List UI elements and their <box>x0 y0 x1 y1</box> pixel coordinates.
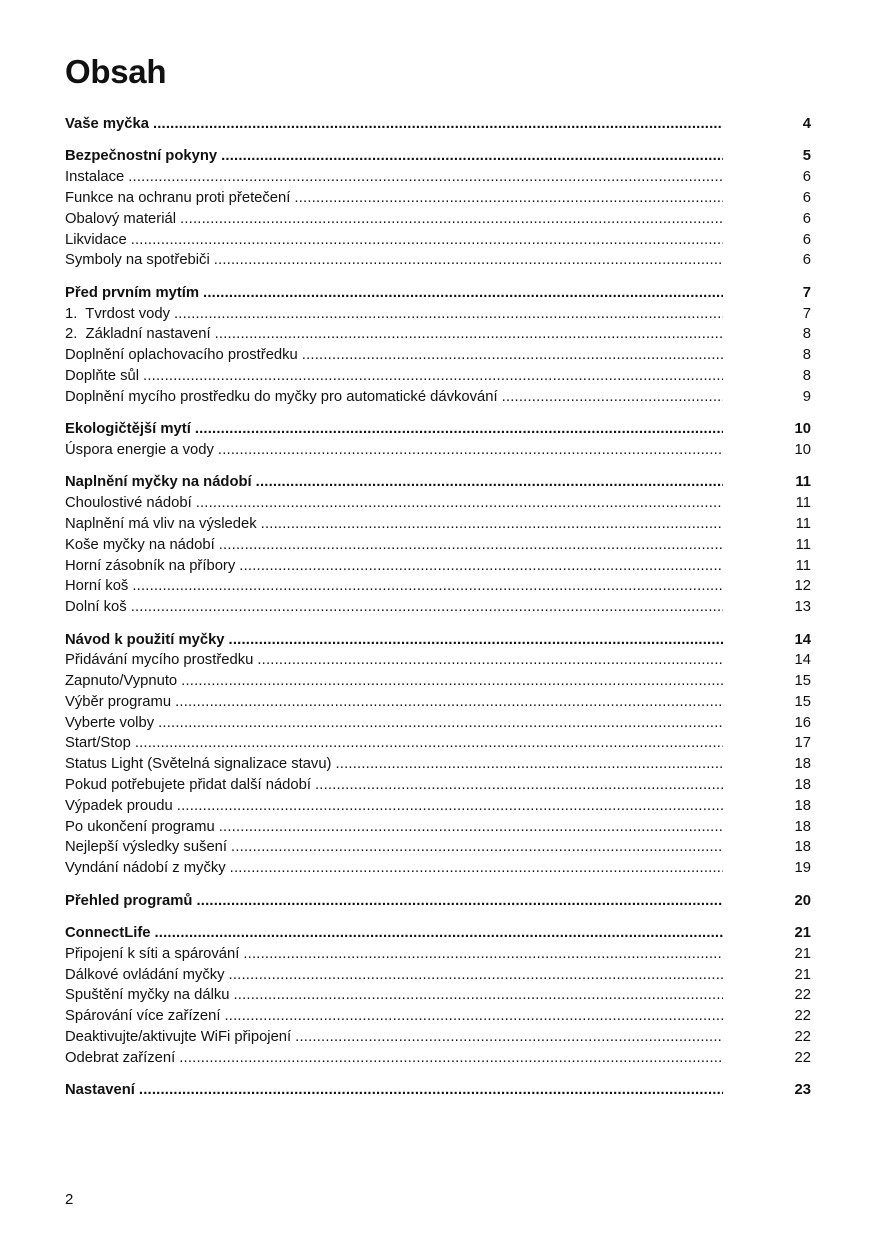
toc-entry-label: Symboly na spotřebiči <box>65 252 210 269</box>
dot-leader <box>234 985 724 1006</box>
toc-section-heading[interactable] <box>65 283 811 304</box>
toc-entry-label: Dolní koš <box>65 599 127 616</box>
toc-section <box>65 472 811 618</box>
toc-entry[interactable] <box>65 167 811 188</box>
dot-leader <box>218 440 723 461</box>
dot-leader <box>135 733 723 754</box>
toc-page-number: 22 <box>794 1049 811 1066</box>
toc-entry-label: Nastavení <box>65 1082 135 1099</box>
toc-entry-label: Obalový materiál <box>65 210 177 227</box>
toc-section <box>65 630 811 880</box>
toc-entry-label: Návod k použití myčky <box>65 631 225 648</box>
toc-entry[interactable] <box>65 250 811 271</box>
dot-leader <box>229 630 723 651</box>
toc-entry[interactable] <box>65 965 811 986</box>
toc-section-heading[interactable] <box>65 891 811 912</box>
toc-entry-label: Deaktivujte/aktivujte WiFi připojení <box>65 1029 292 1046</box>
toc-entry-label: Funkce na ochranu proti přetečení <box>65 189 291 206</box>
toc-entry[interactable] <box>65 944 811 965</box>
toc-entry[interactable] <box>65 713 811 734</box>
toc-entry[interactable] <box>65 1006 811 1027</box>
dot-leader <box>153 114 723 135</box>
toc-entry-label: Nejlepší výsledky sušení <box>65 839 228 856</box>
toc-section-heading[interactable] <box>65 923 811 944</box>
dot-leader <box>219 535 723 556</box>
toc-page-number: 18 <box>794 818 811 835</box>
toc-section <box>65 923 811 1069</box>
toc-page-number: 22 <box>794 1008 811 1025</box>
toc-entry-label: Bezpečnostní pokyny <box>65 148 218 165</box>
dot-leader <box>203 283 723 304</box>
toc-page-number: 7 <box>802 284 811 301</box>
toc-entry-label: ConnectLife <box>65 925 151 942</box>
toc-entry-label: 2. Základní nastavení <box>65 326 211 343</box>
toc-page-number: 15 <box>794 673 811 690</box>
toc-entry[interactable] <box>65 985 811 1006</box>
toc-page-number: 14 <box>794 652 811 669</box>
toc-entry-label: Vyndání nádobí z myčky <box>65 860 226 877</box>
toc-page-number: 21 <box>794 925 811 942</box>
dot-leader <box>175 692 723 713</box>
dot-leader <box>294 188 723 209</box>
dot-leader <box>295 1027 723 1048</box>
dot-leader <box>143 366 723 387</box>
toc-page-number: 22 <box>794 1029 811 1046</box>
dot-leader <box>131 230 723 251</box>
dot-leader <box>230 858 723 879</box>
toc-page-number: 8 <box>802 367 811 384</box>
toc-entry[interactable] <box>65 858 811 879</box>
toc-entry-label: Choulostivé nádobí <box>65 495 192 512</box>
toc-entry-label: Start/Stop <box>65 735 131 752</box>
toc-page-number: 8 <box>802 326 811 343</box>
dot-leader <box>257 650 723 671</box>
dot-leader <box>221 146 723 167</box>
toc-entry[interactable] <box>65 576 811 597</box>
toc-entry[interactable] <box>65 754 811 775</box>
toc-page-number: 18 <box>794 777 811 794</box>
toc-section <box>65 1080 811 1101</box>
toc-entry-label: Naplnění má vliv na výsledek <box>65 515 257 532</box>
toc-page-number: 22 <box>794 987 811 1004</box>
toc-entry-label: Po ukončení programu <box>65 818 215 835</box>
toc-entry-label: Výběr programu <box>65 693 172 710</box>
toc-page-number: 6 <box>802 231 811 248</box>
toc-section <box>65 283 811 408</box>
dot-leader <box>158 713 723 734</box>
toc-entry[interactable] <box>65 1027 811 1048</box>
toc-entry-label: Likvidace <box>65 231 127 248</box>
toc-entry[interactable] <box>65 188 811 209</box>
dot-leader <box>174 304 723 325</box>
toc-entry[interactable] <box>65 775 811 796</box>
page-title: Obsah <box>65 53 167 90</box>
toc-entry[interactable] <box>65 387 811 408</box>
toc-page-number: 17 <box>794 735 811 752</box>
toc-entry-label: Připojení k síti a spárování <box>65 945 240 962</box>
dot-leader <box>231 837 723 858</box>
toc-page-number: 18 <box>794 797 811 814</box>
toc-entry[interactable] <box>65 671 811 692</box>
dot-leader <box>177 796 723 817</box>
dot-leader <box>261 514 723 535</box>
dot-leader <box>302 345 723 366</box>
toc-page-number: 13 <box>794 599 811 616</box>
toc-page-number: 4 <box>802 116 811 132</box>
toc-entry-label: Ekologičtější mytí <box>65 421 191 438</box>
toc-entry[interactable] <box>65 230 811 251</box>
dot-leader <box>336 754 724 775</box>
toc-section <box>65 146 811 271</box>
toc-entry-label: Doplnění mycího prostředku do myčky pro automatické dávkování <box>65 388 498 405</box>
toc-entry-label: Status Light (Světelná signalizace stavu) <box>65 756 332 773</box>
dot-leader <box>229 965 723 986</box>
toc-section-heading[interactable] <box>65 419 811 440</box>
dot-leader <box>215 324 723 345</box>
toc-entry-label: Pokud potřebujete přidat další nádobí <box>65 777 311 794</box>
toc-entry[interactable] <box>65 535 811 556</box>
toc-entry-label: Odebrat zařízení <box>65 1049 176 1066</box>
toc-page-number: 11 <box>795 495 811 512</box>
dot-leader <box>502 387 723 408</box>
toc-page-number: 18 <box>794 756 811 773</box>
dot-leader <box>131 597 723 618</box>
toc-page-number: 11 <box>795 536 811 553</box>
toc-entry[interactable] <box>65 733 811 754</box>
dot-leader <box>181 671 723 692</box>
toc-section <box>65 114 811 135</box>
toc-entry[interactable] <box>65 817 811 838</box>
toc-entry[interactable] <box>65 837 811 858</box>
toc-entry[interactable] <box>65 304 811 325</box>
toc-section <box>65 891 811 912</box>
toc-section <box>65 419 811 461</box>
toc-entry-label: Instalace <box>65 169 125 186</box>
toc-entry-label: Zapnuto/Vypnuto <box>65 673 178 690</box>
toc-page-number: 11 <box>795 474 811 491</box>
toc-entry-label: Úspora energie a vody <box>65 441 214 458</box>
toc-entry-label: Doplňte sůl <box>65 367 140 384</box>
toc-page-number: 8 <box>802 347 811 364</box>
toc-entry-label: Koše myčky na nádobí <box>65 536 215 553</box>
toc-section-heading[interactable] <box>65 630 811 651</box>
toc-entry[interactable] <box>65 796 811 817</box>
toc-page-number: 5 <box>802 148 811 165</box>
dot-leader <box>196 493 723 514</box>
toc-page-number: 12 <box>794 578 811 595</box>
dot-leader <box>155 923 724 944</box>
dot-leader <box>219 817 723 838</box>
toc-entry-label: Doplnění oplachovacího prostředku <box>65 347 298 364</box>
dot-leader <box>179 1048 723 1069</box>
toc-page-number: 21 <box>794 966 811 983</box>
toc-page-number: 10 <box>794 441 811 458</box>
toc-entry-label: Horní koš <box>65 578 129 595</box>
toc-entry-label: Naplnění myčky na nádobí <box>65 474 252 491</box>
toc-entry[interactable] <box>65 514 811 535</box>
toc-entry[interactable] <box>65 209 811 230</box>
toc-section-heading[interactable] <box>65 114 811 135</box>
toc-entry[interactable] <box>65 556 811 577</box>
dot-leader <box>239 556 723 577</box>
toc-page-number: 14 <box>794 631 811 648</box>
toc-page-number: 19 <box>794 860 811 877</box>
toc-entry[interactable] <box>65 440 811 461</box>
dot-leader <box>214 250 723 271</box>
toc-page-number: 7 <box>802 305 811 322</box>
toc-entry[interactable] <box>65 650 811 671</box>
toc-entry-label: Horní zásobník na příbory <box>65 557 236 574</box>
toc-section-heading[interactable] <box>65 1080 811 1101</box>
toc-page-number: 9 <box>802 388 811 405</box>
toc-entry[interactable] <box>65 345 811 366</box>
dot-leader <box>196 891 723 912</box>
toc-section-heading[interactable] <box>65 146 811 167</box>
toc-page-number: 11 <box>795 515 811 532</box>
toc-entry-label: Výpadek proudu <box>65 797 173 814</box>
dot-leader <box>139 1080 723 1101</box>
toc-page-number: 10 <box>794 421 811 438</box>
dot-leader <box>315 775 723 796</box>
dot-leader <box>132 576 723 597</box>
toc-page-number: 20 <box>794 892 811 909</box>
toc-entry-label: Před prvním mytím <box>65 284 200 301</box>
dot-leader <box>180 209 723 230</box>
toc-page-number: 6 <box>802 252 811 269</box>
toc-entry-label: Spárování více zařízení <box>65 1008 221 1025</box>
page-number: 2 <box>65 1191 74 1208</box>
toc-entry[interactable] <box>65 692 811 713</box>
toc-page-number: 6 <box>802 189 811 206</box>
toc-entry[interactable] <box>65 1048 811 1069</box>
toc-entry-label: 1. Tvrdost vody <box>65 305 170 322</box>
toc-page-number: 15 <box>794 693 811 710</box>
toc-page-number: 6 <box>802 210 811 227</box>
toc-entry[interactable] <box>65 597 811 618</box>
toc-page-number: 18 <box>794 839 811 856</box>
toc-entry-label: Vaše myčka <box>65 116 149 132</box>
toc-section-heading[interactable] <box>65 472 811 493</box>
dot-leader <box>224 1006 723 1027</box>
dot-leader <box>256 472 723 493</box>
toc-entry-label: Přidávání mycího prostředku <box>65 652 254 669</box>
dot-leader <box>243 944 723 965</box>
table-of-contents <box>65 114 811 1113</box>
toc-page-number: 16 <box>794 714 811 731</box>
toc-page-number: 21 <box>794 945 811 962</box>
dot-leader <box>195 419 723 440</box>
toc-page-number: 6 <box>802 169 811 186</box>
toc-page-number: 11 <box>795 557 811 574</box>
toc-entry-label: Spuštění myčky na dálku <box>65 987 230 1004</box>
dot-leader <box>128 167 723 188</box>
toc-entry-label: Přehled programů <box>65 892 193 909</box>
toc-entry[interactable] <box>65 366 811 387</box>
toc-entry-label: Vyberte volby <box>65 714 155 731</box>
toc-entry[interactable] <box>65 493 811 514</box>
toc-entry[interactable] <box>65 324 811 345</box>
toc-page-number: 23 <box>794 1082 811 1099</box>
toc-entry-label: Dálkové ovládání myčky <box>65 966 225 983</box>
